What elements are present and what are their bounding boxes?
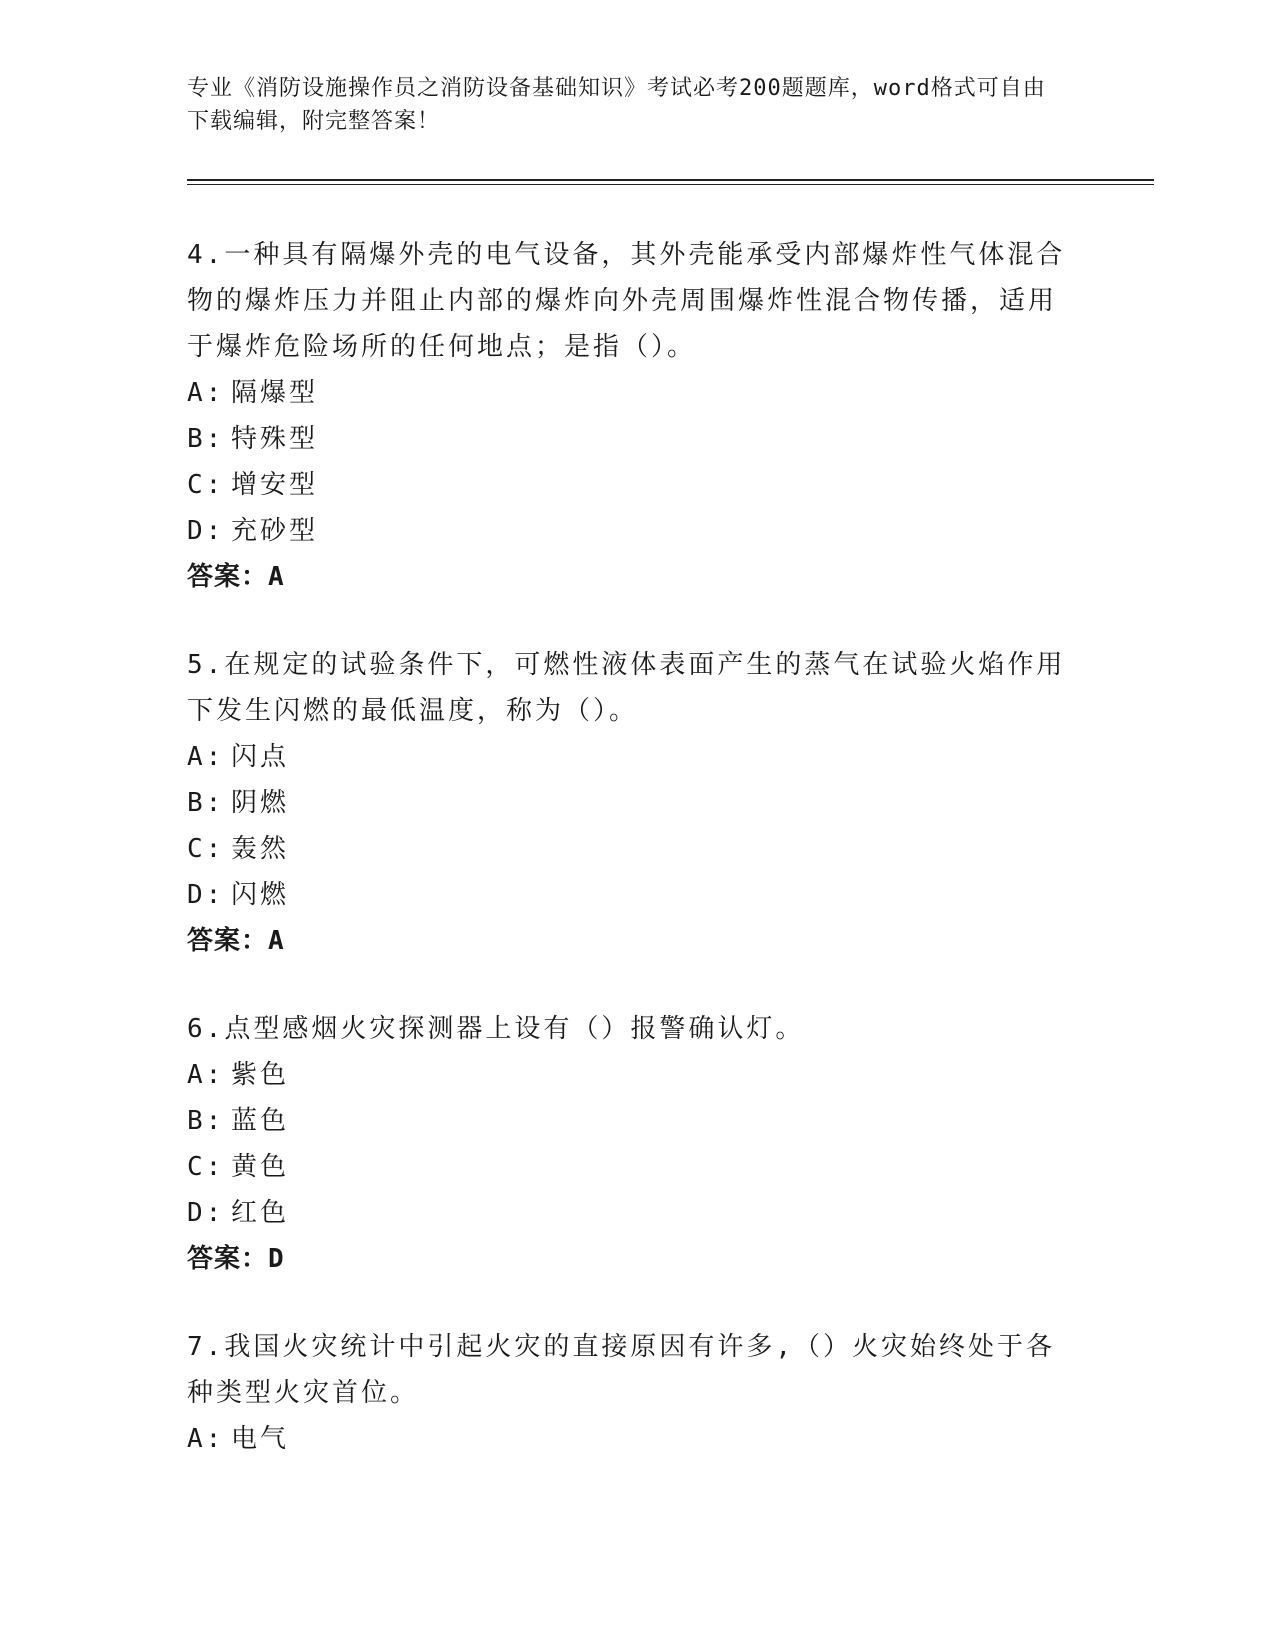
question-6	[187, 1006, 1067, 1282]
question-list	[187, 232, 1067, 1504]
option-letter: A:	[187, 378, 225, 408]
question-text: 点型感烟火灾探测器上设有（）报警确认灯。	[224, 1014, 805, 1044]
option-text: 闪燃	[231, 880, 290, 910]
option-text: 蓝色	[231, 1106, 290, 1136]
question-4	[187, 232, 1067, 600]
question-5	[187, 642, 1067, 964]
option-d	[187, 872, 1067, 918]
document-header	[187, 72, 1067, 138]
option-b	[187, 1098, 1067, 1144]
option-text: 隔爆型	[231, 378, 319, 408]
option-letter: B:	[187, 1106, 225, 1136]
option-d	[187, 1190, 1067, 1236]
option-text: 特殊型	[231, 424, 319, 454]
option-c	[187, 462, 1067, 508]
option-c	[187, 1144, 1067, 1190]
option-letter: D:	[187, 880, 225, 910]
answer-line	[187, 1236, 1067, 1282]
option-text: 阴燃	[231, 788, 290, 818]
option-b	[187, 416, 1067, 462]
header-divider	[187, 179, 1154, 185]
option-letter: C:	[187, 470, 225, 500]
option-letter: C:	[187, 1152, 225, 1182]
question-number: 4.	[187, 240, 225, 270]
answer-value: D	[268, 1244, 285, 1274]
option-letter: A:	[187, 1060, 225, 1090]
answer-label: 答案：	[187, 926, 269, 956]
answer-value: A	[268, 562, 285, 592]
question-stem	[187, 1006, 1067, 1052]
option-text: 轰然	[231, 834, 290, 864]
option-a	[187, 1052, 1067, 1098]
answer-label: 答案：	[187, 562, 269, 592]
option-letter: A:	[187, 1424, 225, 1454]
answer-value: A	[268, 926, 285, 956]
option-letter: D:	[187, 516, 225, 546]
option-text: 红色	[231, 1198, 290, 1228]
option-a	[187, 1416, 1067, 1462]
answer-line	[187, 554, 1067, 600]
question-number: 6.	[187, 1014, 225, 1044]
question-text: 一种具有隔爆外壳的电气设备，其外壳能承受内部爆炸性气体混合物的爆炸压力并阻止内部的爆炸向外壳周围爆炸性混合物传播，适用于爆炸危险场所的任何地点；是指（）。	[187, 240, 1066, 362]
question-stem	[187, 232, 1067, 370]
option-a	[187, 370, 1067, 416]
option-a	[187, 734, 1067, 780]
question-number: 7.	[187, 1332, 225, 1362]
question-number: 5.	[187, 650, 225, 680]
option-text: 闪点	[231, 742, 290, 772]
option-letter: A:	[187, 742, 225, 772]
option-text: 黄色	[231, 1152, 290, 1182]
question-stem	[187, 642, 1067, 734]
option-d	[187, 508, 1067, 554]
option-letter: B:	[187, 788, 225, 818]
option-letter: C:	[187, 834, 225, 864]
answer-label: 答案：	[187, 1244, 269, 1274]
question-stem	[187, 1324, 1067, 1416]
option-letter: D:	[187, 1198, 225, 1228]
option-c	[187, 826, 1067, 872]
option-letter: B:	[187, 424, 225, 454]
question-text: 在规定的试验条件下，可燃性液体表面产生的蒸气在试验火焰作用下发生闪燃的最低温度，称为（）。	[187, 650, 1066, 726]
option-b	[187, 780, 1067, 826]
question-7	[187, 1324, 1067, 1462]
option-text: 电气	[231, 1424, 290, 1454]
question-text: 我国火灾统计中引起火灾的直接原因有许多,（）火灾始终处于各种类型火灾首位。	[187, 1332, 1055, 1408]
option-text: 充砂型	[231, 516, 319, 546]
answer-line	[187, 918, 1067, 964]
document-title: 专业《消防设施操作员之消防设备基础知识》考试必考200题题库，word格式可自由下载编辑，附完整答案！	[187, 76, 1046, 134]
option-text: 紫色	[231, 1060, 290, 1090]
option-text: 增安型	[231, 470, 319, 500]
